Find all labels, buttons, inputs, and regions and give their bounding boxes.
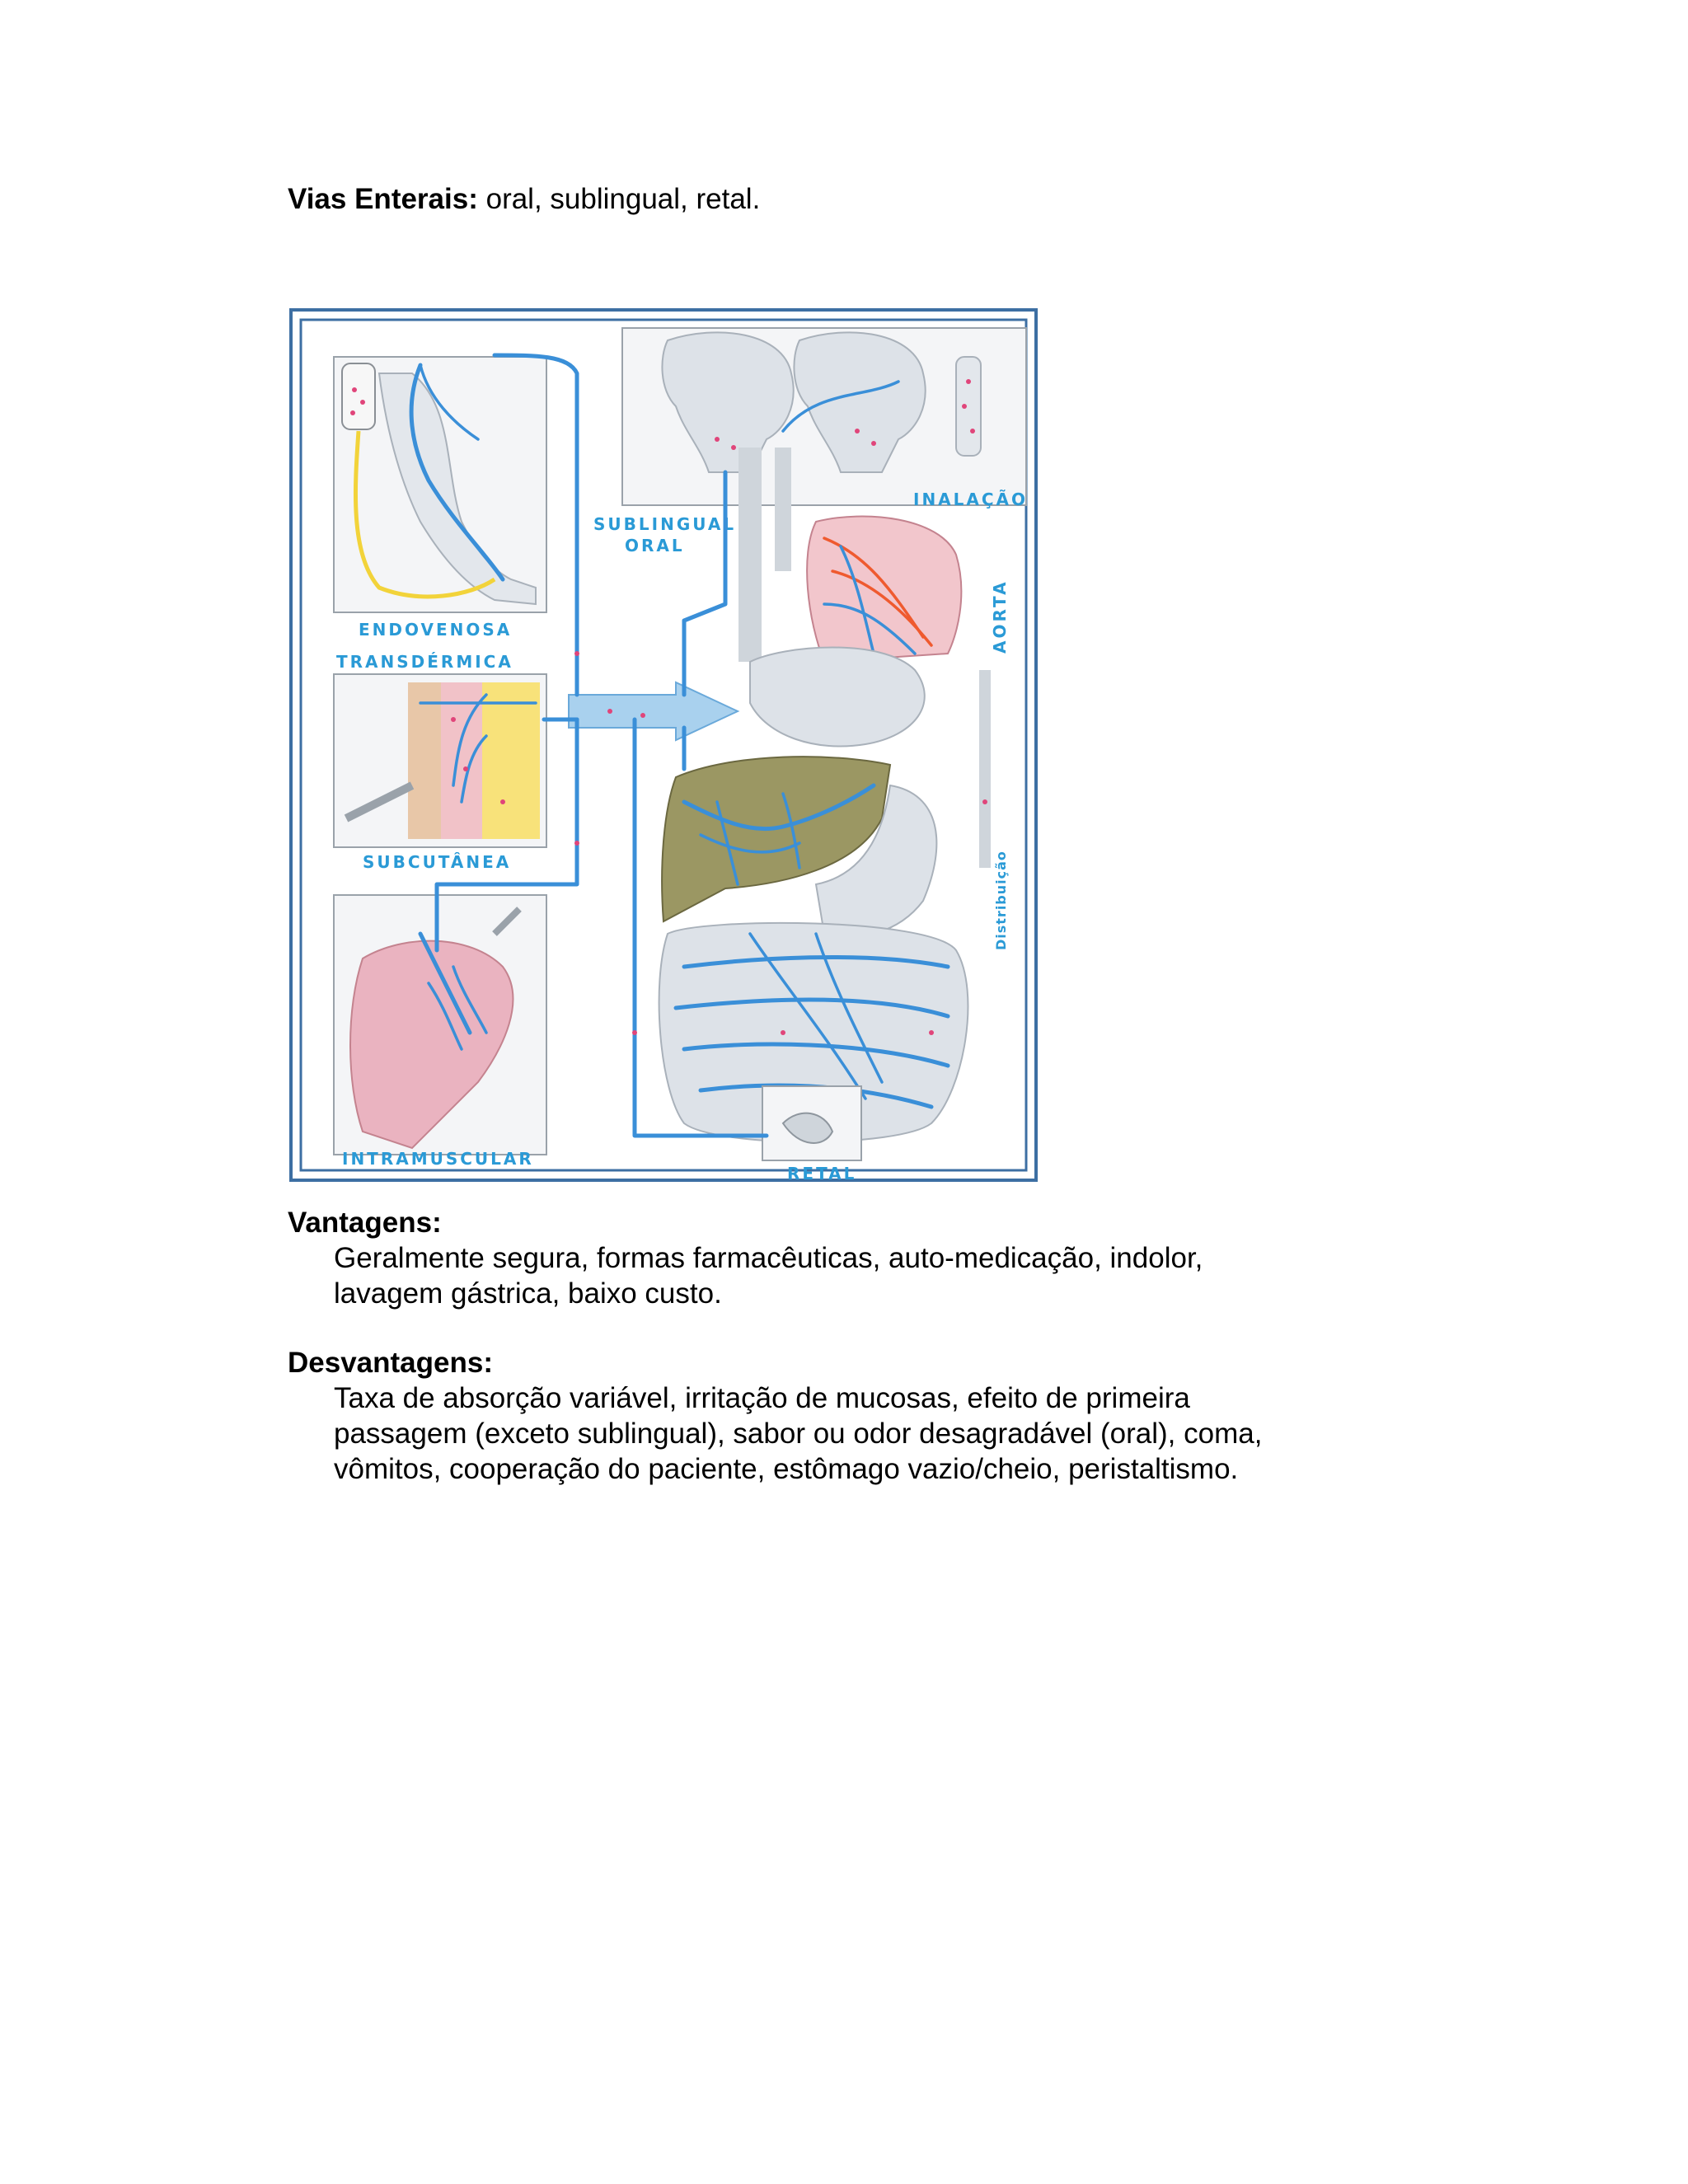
intro-title: Vias Enterais: [288, 183, 478, 215]
advantages-title: Vantagens: [288, 1207, 442, 1239]
advantages-text [334, 1240, 1364, 1311]
disadvantages-line: vômitos, cooperação do paciente, estômago vazio/cheio, peristaltismo. [334, 1453, 1239, 1485]
label-retal: RETAL [787, 1164, 857, 1183]
label-aorta: AORTA [990, 579, 1010, 654]
advantages-line: Geralmente segura, formas farmacêuticas, auto-medicação, indolor, [334, 1242, 1203, 1274]
label-intramuscular: INTRAMUSCULAR [342, 1149, 534, 1169]
label-inalacao: INALAÇÃO [913, 490, 1029, 509]
label-subcutanea: SUBCUTÂNEA [363, 852, 512, 872]
advantages-line: lavagem gástrica, baixo custo. [334, 1277, 722, 1310]
intro-text: oral, sublingual, retal. [477, 183, 761, 215]
endovenosa-panel [334, 357, 546, 612]
administration-routes-figure [288, 307, 1039, 1183]
intramuscular-panel [334, 895, 546, 1155]
intro-line [288, 181, 760, 217]
label-sublingual: SUBLINGUAL [593, 514, 737, 534]
transdermica-panel [334, 674, 546, 847]
disadvantages-text [334, 1380, 1405, 1487]
disadvantages-line: Taxa de absorção variável, irritação de mucosas, efeito de primeira [334, 1382, 1190, 1414]
lungs [807, 516, 961, 662]
label-transdermica: TRANSDÉRMICA [336, 652, 513, 672]
label-distribuicao: Distribuição [993, 851, 1009, 950]
routes-diagram [288, 307, 1039, 1183]
label-endovenosa: ENDOVENOSA [359, 620, 513, 640]
disadvantages-line: passagem (exceto sublingual), sabor ou odor desagradável (oral), coma, [334, 1418, 1263, 1450]
disadvantages-title: Desvantagens: [288, 1347, 493, 1379]
label-oral: ORAL [625, 536, 685, 555]
head-panel [622, 328, 1026, 505]
